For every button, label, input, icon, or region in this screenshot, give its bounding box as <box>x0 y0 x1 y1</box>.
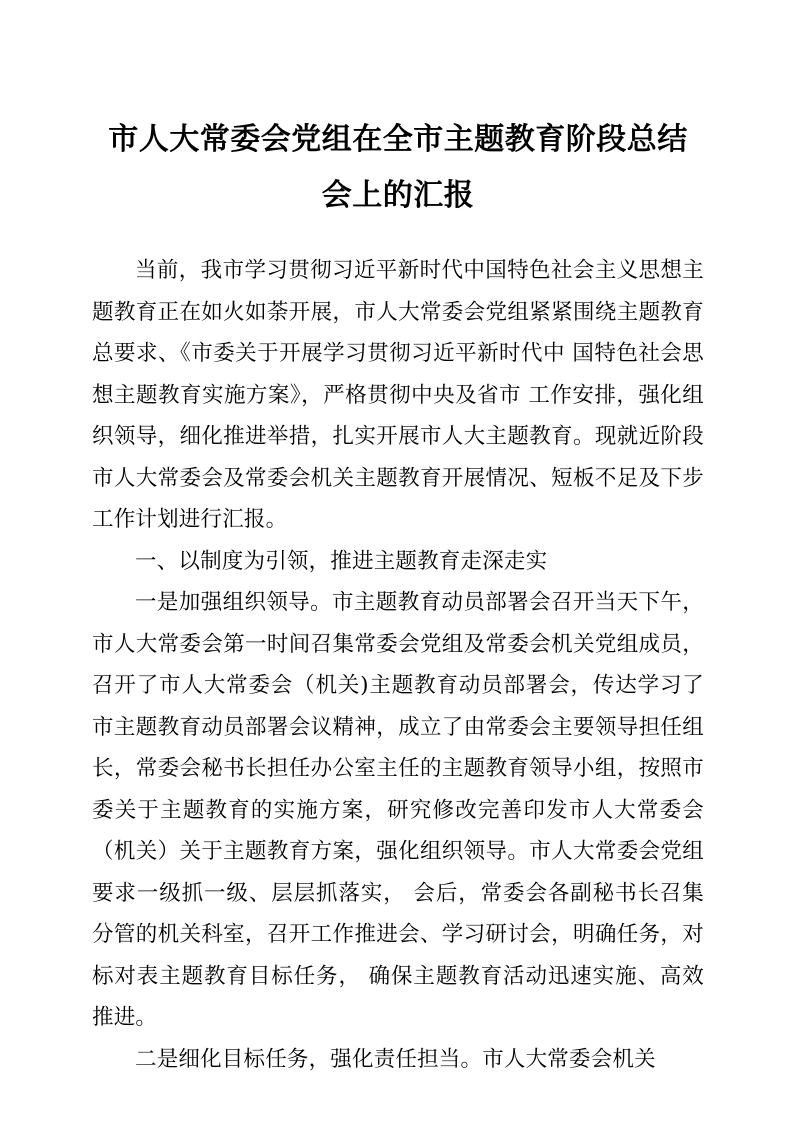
paragraph: 二是细化目标任务，强化责任担当。市人大常委会机关 <box>135 1046 656 1072</box>
page-title: 市人大常委会党组在全市主题教育阶段总结会上的汇报 <box>108 122 688 213</box>
paragraph: 当前，我市学习贯彻习近平新时代中国特色社会主义思想主题教育正在如火如荼开展，市人大常委会党组紧紧围绕主题教育总要求、《市委关于开展学习贯彻习近平新时代中 国特色社会思想主题教育实施方案》，严格贯彻中央及省市 工作安排，强化组织领导，细化推进举措，扎实开展市人大主题教育。现就近阶段市人大常委会及常委会机关主题教育开展情况、短板不足及下步工作计划进行汇报。 <box>92 258 704 532</box>
paragraph: 一、以制度为引领，推进主题教育走深走实 <box>135 548 548 574</box>
document-body <box>92 250 704 1080</box>
paragraph: 一是加强组织领导。市主题教育动员部署会召开当天下午，市人大常委会第一时间召集常委会党组及常委会机关党组成员，召开了市人大常委会（机关)主题教育动员部署会，传达学习了市主题教育动员部署会议精神，成立了由常委会主要领导担任组长，常委会秘书长担任办公室主任的主题教育领导小组，按照市委关于主题教育的实施方案，研究修改完善印发市人大常委会（机关）关于主题教育方案，强化组织领导。市人大常委会党组要求一级抓一级、层层抓落实， 会后，常委会各副秘书长召集分管的机关科室，召开工作推进会、学习研讨会，明确任务，对标对表主题教育目标任务， 确保主题教育活动迅速实施、高效推进。 <box>92 590 704 1030</box>
